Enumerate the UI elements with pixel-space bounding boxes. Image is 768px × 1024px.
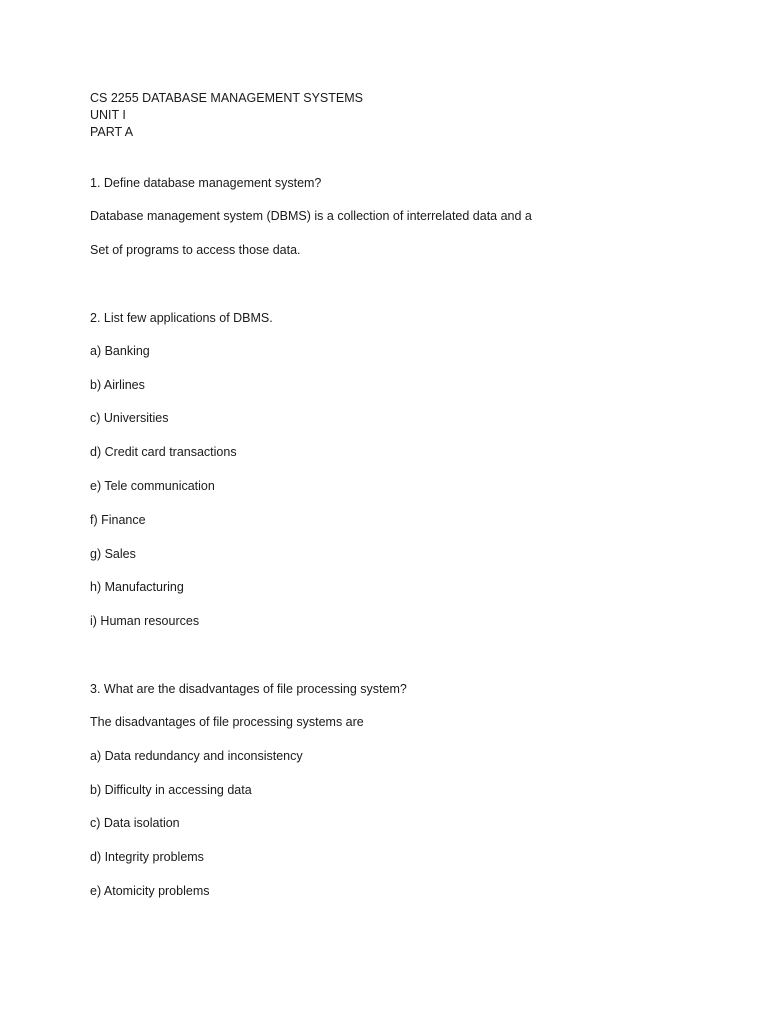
list-item: b) Airlines bbox=[90, 378, 145, 392]
list-item: a) Banking bbox=[90, 344, 150, 358]
list-item: i) Human resources bbox=[90, 614, 200, 628]
course-title: CS 2255 DATABASE MANAGEMENT SYSTEMS bbox=[90, 91, 363, 105]
list-item: b) Difficulty in accessing data bbox=[90, 783, 252, 797]
list-item: e) Atomicity problems bbox=[90, 884, 210, 898]
answer-1-line-2: Set of programs to access those data. bbox=[90, 243, 301, 257]
part-heading: PART A bbox=[90, 125, 134, 139]
list-item: h) Manufacturing bbox=[90, 580, 184, 594]
question-3: 3. What are the disadvantages of file processing system? bbox=[90, 682, 407, 696]
list-item: c) Data isolation bbox=[90, 816, 180, 830]
unit-heading: UNIT I bbox=[90, 108, 126, 122]
list-item: a) Data redundancy and inconsistency bbox=[90, 749, 303, 763]
question-2: 2. List few applications of DBMS. bbox=[90, 311, 273, 325]
list-item: d) Credit card transactions bbox=[90, 445, 237, 459]
list-item: d) Integrity problems bbox=[90, 850, 204, 864]
list-item: c) Universities bbox=[90, 411, 169, 425]
answer-3-intro: The disadvantages of file processing systems are bbox=[90, 715, 364, 729]
list-item: g) Sales bbox=[90, 547, 136, 561]
answer-1-line-1: Database management system (DBMS) is a collection of interrelated data and a bbox=[90, 209, 532, 223]
list-item: f) Finance bbox=[90, 513, 146, 527]
question-1: 1. Define database management system? bbox=[90, 176, 322, 190]
list-item: e) Tele communication bbox=[90, 479, 215, 493]
